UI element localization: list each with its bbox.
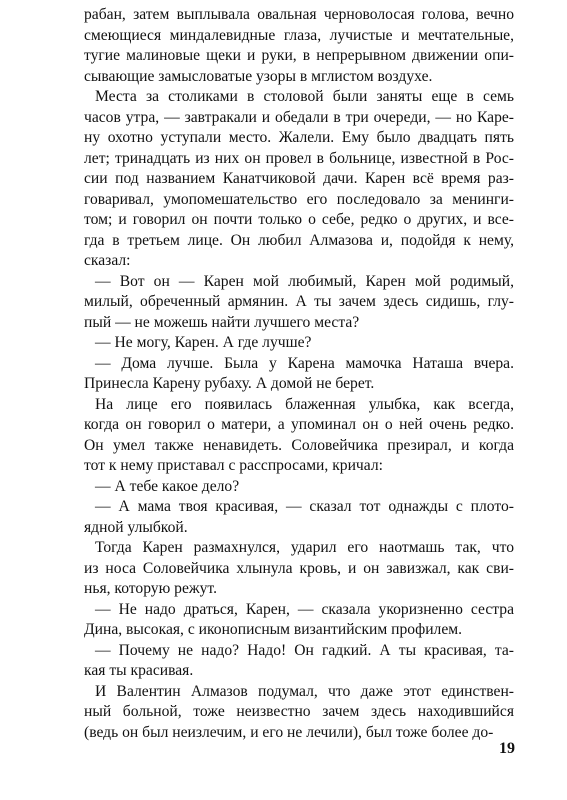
text-line: нья, которую режут.: [84, 580, 217, 597]
text-line: На лице его появилась блаженная улыбка, как всегда,: [95, 395, 514, 413]
text-line: рабан, затем выплывала овальная черноволосая голова, вечно: [84, 6, 514, 23]
text-line: ный больной, тоже неизвестно зачем здесь находившийся: [84, 703, 514, 720]
text-line: Он умел также ненавидеть. Соловейчика презирал, и когда: [84, 436, 514, 454]
text-line: лет; тринадцать из них он провел в больнице, известной в Рос-: [84, 149, 514, 167]
text-line: когда он говорил о матери, а упоминал он о ней очень редко.: [84, 416, 514, 433]
text-line: — Почему не надо? Надо! Он гадкий. А ты красивая, та-: [95, 641, 514, 659]
text-line: кая ты красивая.: [84, 662, 194, 679]
text-line: — Дома лучше. Была у Карена мамочка Наташа вчера.: [95, 354, 514, 372]
text-line: говаривал, умопомешательство его последовало за менинги-: [84, 190, 514, 208]
page-number: 19: [499, 740, 515, 757]
text-line: ну охотно уступали место. Жалели. Ему было двадцать пять: [84, 129, 514, 146]
text-line: Места за столиками в столовой были заняты еще в семь: [95, 88, 514, 105]
text-line: — А тебе какое дело?: [95, 477, 240, 495]
text-line: — Не надо драться, Карен, — сказала укоризненно сестра: [95, 600, 514, 618]
text-line: — Вот он — Карен мой любимый, Карен мой родимый,: [95, 272, 514, 290]
text-line: пый — не можешь найти лучшего места?: [84, 313, 360, 331]
text-line: смеющиеся миндалевидные глаза, лучистые и мечтательные,: [84, 26, 514, 44]
text-line: Принесла Карену рубаху. А домой не берет.: [84, 375, 375, 392]
text-line: — А мама твоя красивая, — сказал тот однажды с плото-: [95, 498, 514, 515]
text-line: милый, обреченный армянин. А ты зачем здесь сидишь, глу-: [84, 293, 514, 310]
book-page-body: [84, 0, 514, 800]
text-line: сии под названием Канатчиковой дачи. Карен всё время раз-: [84, 170, 514, 187]
text-line: Дина, высокая, с иконописным византийским профилем.: [84, 621, 463, 638]
text-line: том; и говорил он почти только о себе, редко о других, и все-: [84, 211, 514, 228]
text-line: тот к нему приставал с расспросами, кричал:: [84, 457, 383, 474]
text-line: ядной улыбкой.: [84, 518, 188, 536]
text-line: сказал:: [84, 252, 131, 269]
text-line: — Не могу, Карен. А где лучше?: [95, 334, 312, 351]
text-line: из носа Соловейчика хлынула кровь, и он завизжал, как сви-: [84, 559, 514, 577]
text-line: сывающие замысловатые узоры в мглистом воздухе.: [84, 67, 433, 85]
text-line: (ведь он был неизлечим, и его не лечили), был тоже более до-: [84, 723, 494, 741]
text-line: тугие малиновые щеки и руки, в непрерывном движении опи-: [84, 47, 514, 64]
text-line: гда в третьем лице. Он любил Алмазова и, подойдя к нему,: [84, 231, 514, 249]
text-line: И Валентин Алмазов подумал, что даже этот единствен-: [95, 682, 514, 700]
text-line: часов утра, — завтракали и обедали в три очереди, — но Каре-: [84, 108, 514, 126]
text-line: Тогда Карен размахнулся, ударил его наотмашь так, что: [95, 539, 514, 556]
